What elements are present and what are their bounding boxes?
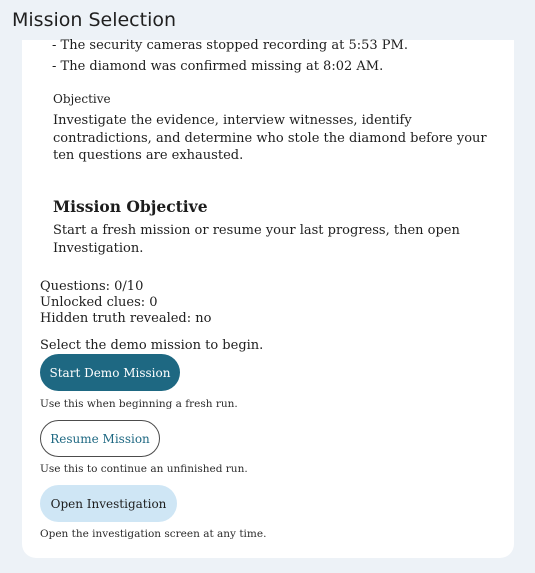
case-fact-cameras: - The security cameras stopped recording at 5:53 PM. (52, 38, 408, 53)
mission-objective-heading: Mission Objective (53, 197, 208, 216)
resume-mission-hint: Use this to continue an unfinished run. (40, 463, 248, 475)
open-investigation-button[interactable]: Open Investigation (40, 485, 177, 522)
hidden-truth-status: Hidden truth revealed: no (40, 311, 212, 326)
mission-prompt: Select the demo mission to begin. (40, 338, 264, 353)
unlocked-clues-count: Unlocked clues: 0 (40, 295, 158, 310)
case-fact-diamond: - The diamond was confirmed missing at 8:02 AM. (52, 59, 384, 74)
objective-text: Investigate the evidence, interview witnesses, identify contradictions, and determine who stole the diamond before your ten questions are exhausted. (53, 113, 487, 163)
open-investigation-hint: Open the investigation screen at any time. (40, 528, 267, 540)
resume-mission-button[interactable]: Resume Mission (40, 420, 160, 457)
mission-card (22, 40, 514, 558)
mission-objective-text: Start a fresh mission or resume your last progress, then open Investigation. (53, 223, 460, 256)
objective-label: Objective (53, 92, 111, 106)
page-title: Mission Selection (12, 9, 177, 31)
start-mission-hint: Use this when beginning a fresh run. (40, 398, 238, 410)
questions-count: Questions: 0/10 (40, 279, 144, 294)
start-demo-mission-button[interactable]: Start Demo Mission (40, 354, 180, 391)
